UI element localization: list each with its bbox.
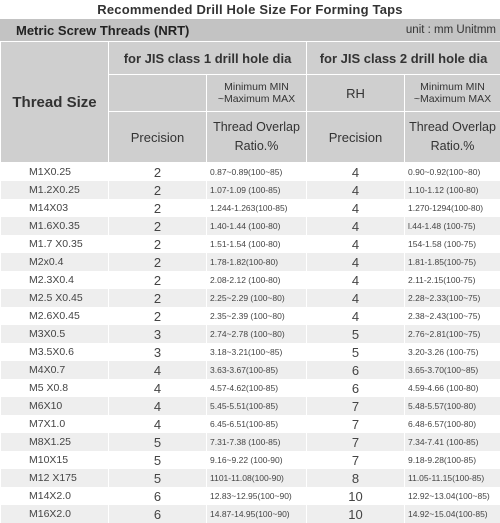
class2-ratio-cell: l.44-1.48 (100-75): [405, 217, 500, 235]
table-row: [1, 289, 500, 307]
table-row: [1, 271, 500, 289]
subtitle-bar: [0, 19, 500, 41]
class2-precision-cell: 5: [307, 343, 405, 361]
class1-ratio-cell: 1.78-1.82(100-80): [207, 253, 307, 271]
thread-size-cell: M7X1.0: [1, 415, 109, 433]
thread-size-cell: M10X15: [1, 451, 109, 469]
table-row: [1, 505, 500, 523]
class2-ratio-cell: 5.48-5.57(100-80): [405, 397, 500, 415]
header-rh: RH: [307, 75, 405, 112]
class2-ratio-cell: 9.18-9.28(100-85): [405, 451, 500, 469]
header-thread-size: Thread Size: [1, 42, 109, 163]
header-precision-class2: Precision: [307, 112, 405, 163]
class2-precision-cell: 6: [307, 361, 405, 379]
thread-size-cell: M3.5X0.6: [1, 343, 109, 361]
class2-precision-cell: 4: [307, 289, 405, 307]
class2-precision-cell: 4: [307, 253, 405, 271]
class1-precision-cell: 2: [109, 289, 207, 307]
class1-precision-cell: 2: [109, 199, 207, 217]
thread-size-cell: M2.3X0.4: [1, 271, 109, 289]
class2-ratio-cell: 1.270-1294(100-80): [405, 199, 500, 217]
class2-precision-cell: 4: [307, 217, 405, 235]
class2-precision-cell: 5: [307, 325, 405, 343]
overlap-line2: Ratio.%: [207, 137, 306, 156]
minmax-line2: ~Maximum MAX: [405, 93, 500, 105]
class1-precision-cell: 3: [109, 343, 207, 361]
table-row: [1, 307, 500, 325]
header-minmax-class1: [207, 75, 307, 112]
subtitle: Metric Screw Threads (NRT): [16, 23, 189, 38]
class1-ratio-cell: 2.25~2.29 (100~80): [207, 289, 307, 307]
table-row: [1, 199, 500, 217]
table-row: [1, 451, 500, 469]
class1-precision-cell: 2: [109, 217, 207, 235]
class2-ratio-cell: 154-1.58 (100-75): [405, 235, 500, 253]
class2-precision-cell: 4: [307, 199, 405, 217]
thread-size-cell: M1.2X0.25: [1, 181, 109, 199]
class1-precision-cell: 5: [109, 433, 207, 451]
class1-precision-cell: 2: [109, 163, 207, 182]
overlap-line1: Thread Overlap: [207, 118, 306, 137]
class1-ratio-cell: 2.35~2.39 (100~80): [207, 307, 307, 325]
unit-label: unit : mm Unitmm: [406, 24, 496, 36]
class2-precision-cell: 4: [307, 307, 405, 325]
minmax-line1: Minimum MIN: [207, 81, 306, 93]
class1-precision-cell: 4: [109, 415, 207, 433]
class2-ratio-cell: 12.92~13.04(100~85): [405, 487, 500, 505]
class2-ratio-cell: 3.65-3.70(100~85): [405, 361, 500, 379]
thread-size-cell: M1.6X0.35: [1, 217, 109, 235]
table-row: [1, 397, 500, 415]
class2-ratio-cell: 2.38~2.43(100~75): [405, 307, 500, 325]
class2-precision-cell: 4: [307, 163, 405, 182]
class1-ratio-cell: 4.57-4.62(100-85): [207, 379, 307, 397]
thread-size-cell: M2.5 X0.45: [1, 289, 109, 307]
class2-ratio-cell: 6.48-6.57(100-80): [405, 415, 500, 433]
class1-ratio-cell: 1.51-1.54 (100-80): [207, 235, 307, 253]
class1-precision-cell: 4: [109, 397, 207, 415]
class2-precision-cell: 7: [307, 397, 405, 415]
minmax-line1: Minimum MIN: [405, 81, 500, 93]
table-row: [1, 325, 500, 343]
table-row: [1, 487, 500, 505]
thread-size-cell: M1X0.25: [1, 163, 109, 182]
class2-ratio-cell: 4.59-4.66 (100-80): [405, 379, 500, 397]
header-overlap-class1: [207, 112, 307, 163]
class2-precision-cell: 7: [307, 415, 405, 433]
class2-precision-cell: 4: [307, 235, 405, 253]
class2-ratio-cell: 1.10-1.12 (100-80): [405, 181, 500, 199]
class1-ratio-cell: 1.40-1.44 (100-80): [207, 217, 307, 235]
table-row: [1, 253, 500, 271]
thread-size-cell: M16X2.0: [1, 505, 109, 523]
table-row: [1, 343, 500, 361]
class2-ratio-cell: 3.20-3.26 (100-75): [405, 343, 500, 361]
class1-ratio-cell: 12.83~12.95(100~90): [207, 487, 307, 505]
thread-size-cell: M1.7 X0.35: [1, 235, 109, 253]
thread-size-cell: M6X10: [1, 397, 109, 415]
class2-ratio-cell: 14.92~15.04(100-85): [405, 505, 500, 523]
header-precision-class1: Precision: [109, 112, 207, 163]
class1-ratio-cell: 14.87-14.95(100~90): [207, 505, 307, 523]
page-title: Recommended Drill Hole Size For Forming Taps: [0, 0, 500, 19]
class1-ratio-cell: 6.45-6.51(100-85): [207, 415, 307, 433]
thread-size-cell: M14X2.0: [1, 487, 109, 505]
thread-size-cell: M8X1.25: [1, 433, 109, 451]
class2-ratio-cell: 2.28~2.33(100~75): [405, 289, 500, 307]
thread-size-cell: M3X0.5: [1, 325, 109, 343]
class1-ratio-cell: 0.87~0.89(100~85): [207, 163, 307, 182]
class1-precision-cell: 4: [109, 379, 207, 397]
drill-hole-table: [0, 41, 500, 523]
overlap-line1: Thread Overlap: [405, 118, 500, 137]
class1-precision-cell: 2: [109, 253, 207, 271]
class1-ratio-cell: 2.74~2.78 (100~80): [207, 325, 307, 343]
table-row: [1, 361, 500, 379]
thread-size-cell: M12 X175: [1, 469, 109, 487]
class1-precision-cell: 4: [109, 361, 207, 379]
class2-ratio-cell: 1.81-1.85(100-75): [405, 253, 500, 271]
class2-precision-cell: 4: [307, 271, 405, 289]
table-row: [1, 415, 500, 433]
class1-ratio-cell: 5.45-5.51(100-85): [207, 397, 307, 415]
table-row: [1, 469, 500, 487]
thread-size-cell: M2.6X0.45: [1, 307, 109, 325]
class1-precision-cell: 2: [109, 235, 207, 253]
class2-ratio-cell: 2.11-2.15(100-75): [405, 271, 500, 289]
class1-ratio-cell: 3.18~3.21(100~85): [207, 343, 307, 361]
class2-precision-cell: 10: [307, 505, 405, 523]
table-row: [1, 181, 500, 199]
overlap-line2: Ratio.%: [405, 137, 500, 156]
thread-size-cell: M5 X0.8: [1, 379, 109, 397]
class1-precision-cell: 2: [109, 181, 207, 199]
minmax-line2: ~Maximum MAX: [207, 93, 306, 105]
header-overlap-class2: [405, 112, 500, 163]
class1-precision-cell: 6: [109, 505, 207, 523]
table-row: [1, 163, 500, 182]
table-row: [1, 433, 500, 451]
table-row: [1, 379, 500, 397]
class2-ratio-cell: 11.05-11.15(100-85): [405, 469, 500, 487]
header-class2: for JIS class 2 drill hole dia: [307, 42, 500, 75]
class1-precision-cell: 2: [109, 307, 207, 325]
class1-ratio-cell: 9.16~9.22 (100-90): [207, 451, 307, 469]
header-class1: for JIS class 1 drill hole dia: [109, 42, 307, 75]
header-minmax-class2: [405, 75, 500, 112]
thread-size-cell: M4X0.7: [1, 361, 109, 379]
class2-ratio-cell: 0.90~0.92(100~80): [405, 163, 500, 182]
header-blank: [109, 75, 207, 112]
class2-precision-cell: 10: [307, 487, 405, 505]
class1-ratio-cell: 1101-11.08(100-90): [207, 469, 307, 487]
class1-precision-cell: 5: [109, 451, 207, 469]
class1-precision-cell: 3: [109, 325, 207, 343]
class1-ratio-cell: 7.31-7.38 (100-85): [207, 433, 307, 451]
class1-precision-cell: 2: [109, 271, 207, 289]
class1-ratio-cell: 1.07-1.09 (100-85): [207, 181, 307, 199]
class1-ratio-cell: 3.63-3.67(100-85): [207, 361, 307, 379]
class2-precision-cell: 8: [307, 469, 405, 487]
class2-ratio-cell: 7.34-7.41 (100-85): [405, 433, 500, 451]
class2-precision-cell: 7: [307, 451, 405, 469]
thread-size-cell: M2x0.4: [1, 253, 109, 271]
class1-precision-cell: 5: [109, 469, 207, 487]
class2-precision-cell: 6: [307, 379, 405, 397]
class2-ratio-cell: 2.76~2.81(100~75): [405, 325, 500, 343]
class1-ratio-cell: 2.08-2.12 (100-80): [207, 271, 307, 289]
thread-size-cell: M14X03: [1, 199, 109, 217]
table-row: [1, 235, 500, 253]
class2-precision-cell: 7: [307, 433, 405, 451]
class1-precision-cell: 6: [109, 487, 207, 505]
class2-precision-cell: 4: [307, 181, 405, 199]
class1-ratio-cell: 1.244-1.263(100-85): [207, 199, 307, 217]
table-row: [1, 217, 500, 235]
